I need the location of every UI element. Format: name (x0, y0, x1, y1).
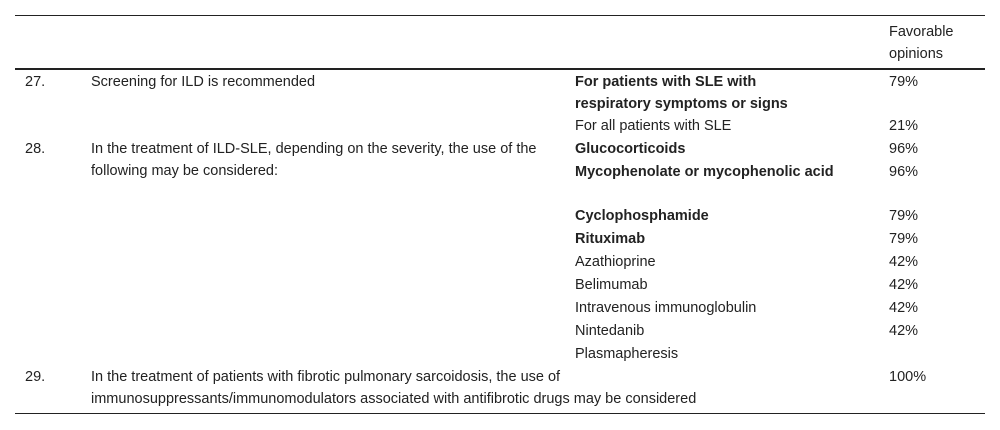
header-favorable-opinions: Favorable opinions (889, 24, 954, 62)
option-label: For patients with SLE with respiratory symptoms or signs (575, 74, 788, 112)
option-label: Nintedanib (575, 323, 645, 339)
option-value: 42% (889, 277, 919, 293)
option-value: 96% (889, 164, 919, 180)
row-number: 29. (25, 369, 46, 385)
option-value: 42% (889, 254, 919, 270)
option-label: Plasmapheresis (575, 346, 679, 362)
row-statement: Screening for ILD is recommended (91, 74, 316, 90)
option-label: Mycophenolate or mycophenolic acid (575, 164, 834, 180)
option-label: Cyclophosphamide (575, 208, 709, 224)
row-value: 100% (889, 369, 927, 385)
option-label: Intravenous immunoglobulin (575, 300, 757, 316)
option-value: 79% (889, 74, 919, 90)
option-label: Belimumab (575, 277, 648, 293)
table-top-rule (15, 15, 985, 16)
option-label: Azathioprine (575, 254, 656, 270)
option-value: 79% (889, 231, 919, 247)
row-statement: In the treatment of ILD-SLE, depending on the severity, the use of the following may be considered: (91, 141, 537, 179)
row-number: 28. (25, 141, 46, 157)
header-rule (15, 68, 985, 70)
row-number: 27. (25, 74, 46, 90)
option-value: 21% (889, 118, 919, 134)
option-value: 42% (889, 300, 919, 316)
option-value: 79% (889, 208, 919, 224)
option-label: For all patients with SLE (575, 118, 732, 134)
row-statement: In the treatment of patients with fibrotic pulmonary sarcoidosis, the use of immunosuppressants/immunomodulators associated with antifibrotic drugs may be considered (91, 369, 697, 407)
option-value: 96% (889, 141, 919, 157)
table-bottom-rule (15, 413, 985, 414)
option-value: 42% (889, 323, 919, 339)
option-label: Glucocorticoids (575, 141, 686, 157)
option-label: Rituximab (575, 231, 646, 247)
